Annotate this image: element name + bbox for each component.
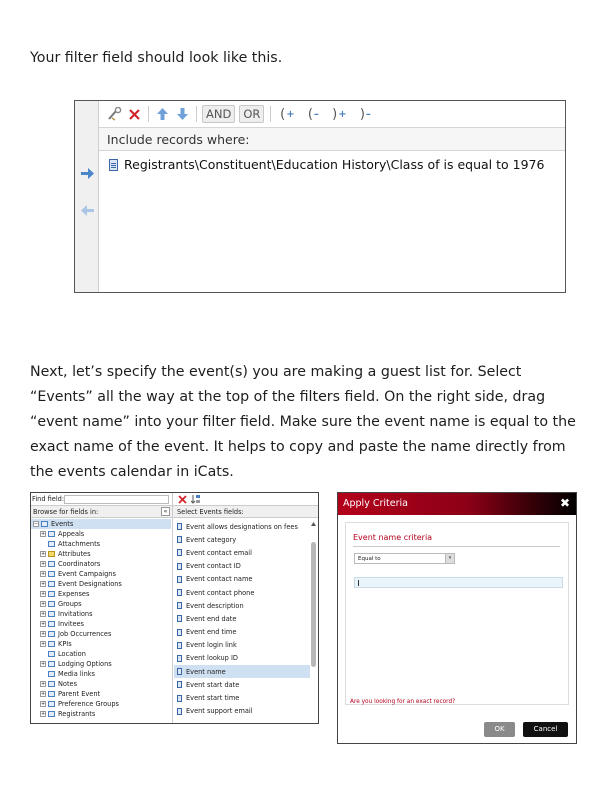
table-icon	[48, 571, 55, 577]
delete-icon[interactable]	[178, 495, 187, 504]
table-icon	[48, 641, 55, 647]
field-item-label: Event login link	[186, 641, 237, 650]
field-document-icon	[177, 523, 182, 530]
table-icon	[48, 581, 55, 587]
tree-item-label: Events	[51, 520, 74, 528]
field-item-label: Event start time	[186, 694, 240, 703]
remove-close-paren-button[interactable]: ) –	[359, 106, 371, 122]
expand-toggle-icon[interactable]: +	[41, 591, 46, 597]
tree-item-label: KPIs	[58, 640, 72, 648]
table-icon	[41, 521, 48, 527]
field-document-icon	[177, 615, 182, 622]
field-document-icon	[177, 576, 182, 583]
field-document-icon	[177, 695, 182, 702]
tree-item[interactable]	[31, 599, 171, 609]
tree-item-label: Preference Groups	[58, 700, 119, 708]
expand-toggle-icon[interactable]: +	[41, 681, 46, 687]
dialog-title: Apply Criteria	[343, 498, 408, 509]
criteria-form	[345, 522, 569, 705]
move-down-icon[interactable]	[174, 105, 190, 123]
expand-toggle-icon[interactable]: +	[41, 531, 46, 537]
field-item-label: Event end time	[186, 628, 237, 637]
field-item-label: Event contact email	[186, 548, 252, 557]
field-item[interactable]	[174, 612, 310, 625]
table-icon	[48, 671, 55, 677]
field-tools	[172, 493, 318, 506]
tree-item[interactable]	[31, 569, 171, 579]
field-item[interactable]	[174, 560, 310, 573]
table-icon	[48, 591, 55, 597]
table-icon	[48, 661, 55, 667]
delete-icon[interactable]	[126, 105, 142, 123]
criteria-text: Registrants\Constituent\Education History\Class of is equal to 1976	[124, 157, 545, 172]
field-item[interactable]	[174, 705, 310, 718]
tree-item[interactable]	[31, 639, 171, 649]
field-document-icon	[177, 655, 182, 662]
text-caret	[358, 580, 359, 586]
ok-button[interactable]: OK	[484, 722, 515, 737]
fields-header: Select Events fields:	[172, 506, 318, 518]
and-button[interactable]: AND	[202, 105, 235, 123]
edit-criteria-icon[interactable]	[106, 105, 122, 123]
field-document-icon	[177, 629, 182, 636]
field-item[interactable]	[174, 533, 310, 546]
tree-item[interactable]	[31, 619, 171, 629]
field-item-label: Event contact ID	[186, 562, 241, 571]
tree-item[interactable]	[31, 699, 171, 709]
expand-toggle-icon[interactable]: +	[41, 691, 46, 697]
tree-item[interactable]	[31, 649, 171, 659]
field-list	[174, 520, 310, 718]
tree-item[interactable]	[31, 659, 171, 669]
tree-item[interactable]	[31, 539, 171, 549]
include-records-label: Include records where:	[99, 127, 565, 151]
sort-icon[interactable]	[191, 494, 201, 504]
field-item[interactable]	[174, 599, 310, 612]
tree-item-label: Expenses	[58, 590, 90, 598]
field-item-label: Event description	[186, 601, 244, 610]
table-icon	[48, 531, 55, 537]
field-document-icon	[177, 668, 182, 675]
chevron-down-icon[interactable]: ▾	[445, 554, 454, 563]
toolbar-divider	[148, 106, 149, 122]
field-item[interactable]	[174, 691, 310, 704]
expand-toggle-icon[interactable]: +	[41, 711, 46, 717]
arrow-right-icon[interactable]	[81, 168, 94, 179]
tree-item-label: Parent Event	[58, 690, 101, 698]
tree-item[interactable]	[31, 679, 171, 689]
tree-item-label: Appeals	[58, 530, 85, 538]
criteria-title: Event name criteria	[353, 533, 433, 542]
expand-toggle-icon[interactable]: +	[41, 601, 46, 607]
browse-label: Browse for fields in:	[33, 508, 99, 516]
field-item[interactable]	[174, 573, 310, 586]
scroll-thumb[interactable]	[311, 542, 316, 667]
table-icon	[48, 691, 55, 697]
field-item[interactable]	[174, 520, 310, 533]
toolbar-divider	[196, 106, 197, 122]
close-icon[interactable]: ✖	[559, 496, 570, 510]
browse-header	[31, 506, 172, 518]
tree-item[interactable]	[31, 589, 171, 599]
table-icon	[48, 601, 55, 607]
field-document-icon	[177, 536, 182, 543]
criteria-value-input[interactable]	[354, 577, 563, 588]
operator-select[interactable]	[354, 553, 455, 564]
tree-item-label: Groups	[58, 600, 82, 608]
dialog-titlebar	[338, 493, 576, 515]
panel-divider	[172, 518, 173, 723]
cancel-button[interactable]: Cancel	[523, 722, 568, 737]
tree-item[interactable]	[31, 559, 171, 569]
expand-toggle-icon[interactable]: +	[41, 571, 46, 577]
move-up-icon[interactable]	[154, 105, 170, 123]
tree-item-label: Registrants	[58, 710, 96, 718]
remove-open-paren-button[interactable]: ( –	[307, 106, 319, 122]
or-button[interactable]: OR	[239, 105, 264, 123]
find-field-input[interactable]	[64, 495, 169, 504]
tree-item[interactable]	[31, 669, 171, 679]
table-icon	[48, 621, 55, 627]
filter-toolbar	[99, 101, 565, 127]
tree-item-label: Invitees	[58, 620, 84, 628]
intro-text: Your filter field should look like this.	[30, 50, 283, 66]
exact-record-link[interactable]: Are you looking for an exact record?	[350, 699, 456, 705]
field-item[interactable]	[174, 665, 310, 678]
tree-item-label: Location	[58, 650, 86, 658]
table-icon	[48, 541, 55, 547]
expand-toggle-icon[interactable]: +	[41, 561, 46, 567]
expand-toggle-icon[interactable]: +	[41, 631, 46, 637]
tree-item-label: Attributes	[58, 550, 91, 558]
tree-item[interactable]	[31, 519, 171, 529]
tree-item-label: Media links	[58, 670, 95, 678]
tree-item[interactable]	[31, 689, 171, 699]
field-item[interactable]	[174, 546, 310, 559]
field-item[interactable]	[174, 586, 310, 599]
arrow-left-icon[interactable]	[81, 205, 94, 216]
expand-toggle-icon[interactable]: +	[41, 661, 46, 667]
expand-toggle-icon[interactable]: −	[34, 521, 39, 527]
find-field-label: Find field:	[32, 495, 65, 503]
filter-panel	[74, 100, 566, 293]
field-list-scrollbar[interactable]	[310, 520, 317, 721]
field-item-label: Event contact name	[186, 575, 253, 584]
filter-gutter	[75, 101, 99, 292]
tree-item-label: Coordinators	[58, 560, 101, 568]
field-item-label: Event start date	[186, 680, 240, 689]
table-icon	[48, 711, 55, 717]
field-document-icon	[177, 602, 182, 609]
table-icon	[48, 611, 55, 617]
find-field-row	[31, 493, 172, 506]
field-item-label: Event contact phone	[186, 588, 255, 597]
field-document-icon	[177, 549, 182, 556]
expand-toggle-icon[interactable]: +	[41, 701, 46, 707]
operator-value: Equal to	[358, 556, 381, 562]
field-document-icon	[177, 563, 182, 570]
field-document-icon	[177, 642, 182, 649]
field-item[interactable]	[174, 678, 310, 691]
field-tree	[31, 519, 171, 719]
apply-criteria-dialog	[337, 492, 577, 744]
expand-toggle-icon[interactable]: +	[41, 581, 46, 587]
collapse-button[interactable]: «	[161, 507, 170, 516]
field-item-label: Event allows designations on fees	[186, 522, 298, 531]
field-item[interactable]	[174, 639, 310, 652]
folder-icon	[48, 551, 55, 557]
toolbar-divider	[270, 106, 271, 122]
tree-item-label: Invitations	[58, 610, 93, 618]
field-item-label: Event category	[186, 535, 237, 544]
field-document-icon	[177, 681, 182, 688]
tree-item[interactable]	[31, 629, 171, 639]
field-item-label: Event support email	[186, 707, 253, 716]
add-open-paren-button[interactable]: ( +	[280, 106, 295, 122]
instruction-text: Next, let’s specify the event(s) you are making a guest list for. Select “Events” all the way at the top of the filters field. On the right side, drag “event name” into your filter field. Make sure the event name is equal to the exact name of the event. It helps to copy and paste the name directly from the events calendar in iCats.	[30, 364, 576, 480]
tree-item-label: Lodging Options	[58, 660, 112, 668]
tree-item-label: Notes	[58, 680, 78, 688]
tree-item-label: Event Campaigns	[58, 570, 116, 578]
tree-item[interactable]	[31, 529, 171, 539]
table-icon	[48, 701, 55, 707]
table-icon	[48, 651, 55, 657]
tree-item[interactable]	[31, 609, 171, 619]
expand-toggle-icon[interactable]: +	[41, 641, 46, 647]
tree-item-label: Job Occurrences	[58, 630, 112, 638]
field-item-label: Event lookup ID	[186, 654, 238, 663]
tree-item[interactable]	[31, 579, 171, 589]
field-document-icon	[177, 589, 182, 596]
criteria-row[interactable]	[109, 157, 544, 172]
table-icon	[48, 561, 55, 567]
tree-item[interactable]	[31, 709, 171, 719]
field-item[interactable]	[174, 652, 310, 665]
expand-toggle-icon[interactable]: +	[41, 621, 46, 627]
add-close-paren-button[interactable]: ) +	[332, 106, 347, 122]
expand-toggle-icon[interactable]: +	[41, 551, 46, 557]
table-icon	[48, 631, 55, 637]
field-item-label: Event name	[186, 667, 226, 676]
expand-toggle-icon[interactable]: +	[41, 611, 46, 617]
field-document-icon	[177, 708, 182, 715]
scroll-up-icon[interactable]	[311, 522, 316, 526]
field-browser-panel	[30, 492, 319, 724]
tree-item-label: Event Designations	[58, 580, 122, 588]
tree-item-label: Attachments	[58, 540, 101, 548]
divider	[353, 546, 560, 547]
field-item[interactable]	[174, 626, 310, 639]
field-item-label: Event end date	[186, 614, 237, 623]
field-document-icon	[109, 159, 118, 171]
table-icon	[48, 681, 55, 687]
tree-item[interactable]	[31, 549, 171, 559]
